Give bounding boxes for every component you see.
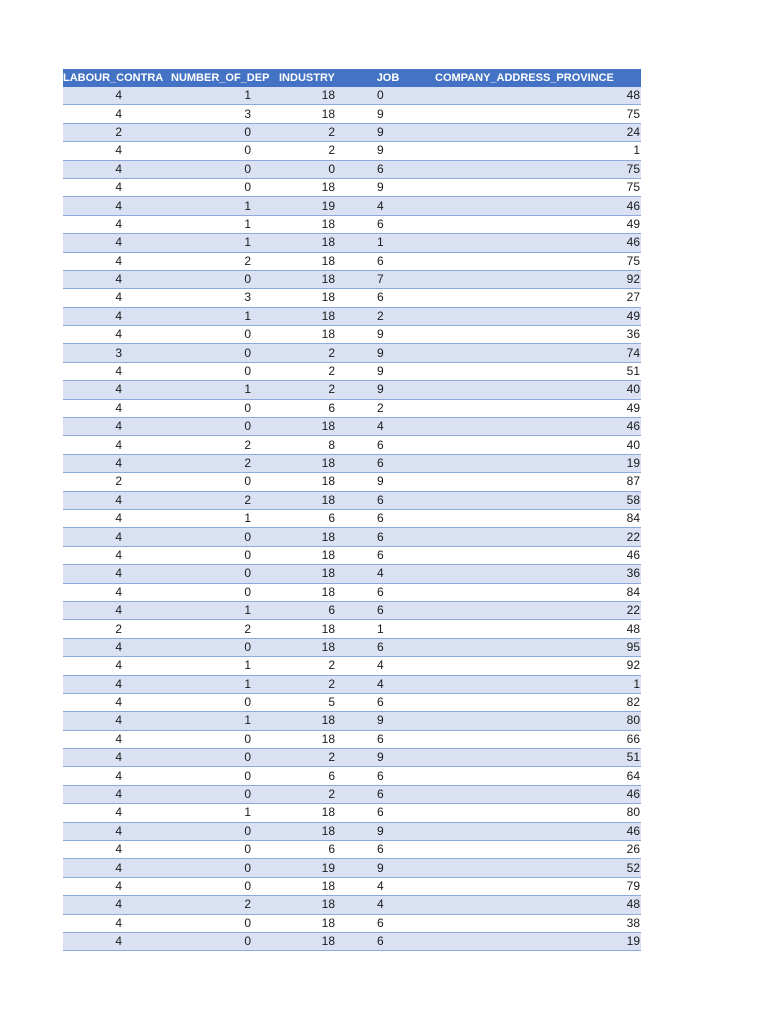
number-of-dependents-cell[interactable]: 0 (171, 418, 279, 436)
company-address-province-cell[interactable]: 66 (413, 730, 641, 748)
job-cell[interactable]: 9 (363, 822, 413, 840)
table-row (63, 270, 641, 288)
company-address-province-cell[interactable]: 1 (413, 675, 641, 693)
job-cell[interactable]: 6 (363, 160, 413, 178)
industry-cell[interactable]: 18 (279, 215, 363, 233)
column-header-company-address-province[interactable]: COMPANY_ADDRESS_PROVINCE (413, 69, 641, 87)
industry-cell[interactable]: 18 (279, 877, 363, 895)
company-address-province-cell[interactable]: 52 (413, 859, 641, 877)
company-address-province-cell[interactable]: 46 (413, 197, 641, 215)
company-address-province-cell[interactable]: 84 (413, 583, 641, 601)
data-table (63, 69, 641, 951)
company-address-province-cell[interactable]: 87 (413, 473, 641, 491)
table-row (63, 785, 641, 803)
labour-contract-cell[interactable]: 4 (63, 436, 171, 454)
industry-cell[interactable]: 18 (279, 252, 363, 270)
table-row (63, 105, 641, 123)
company-address-province-cell[interactable]: 51 (413, 749, 641, 767)
industry-cell[interactable]: 18 (279, 730, 363, 748)
labour-contract-cell[interactable]: 4 (63, 381, 171, 399)
job-cell[interactable]: 6 (363, 289, 413, 307)
column-header-labour-contract[interactable]: LABOUR_CONTRA (63, 69, 171, 87)
job-cell[interactable]: 4 (363, 418, 413, 436)
table-row (63, 160, 641, 178)
labour-contract-cell[interactable]: 4 (63, 178, 171, 196)
job-cell[interactable]: 9 (363, 381, 413, 399)
table-row (63, 252, 641, 270)
number-of-dependents-cell[interactable]: 1 (171, 197, 279, 215)
labour-contract-cell[interactable]: 4 (63, 877, 171, 895)
table-row (63, 877, 641, 895)
labour-contract-cell[interactable]: 4 (63, 87, 171, 105)
table-row (63, 565, 641, 583)
labour-contract-cell[interactable]: 4 (63, 712, 171, 730)
table-row (63, 142, 641, 160)
number-of-dependents-cell[interactable]: 0 (171, 914, 279, 932)
job-cell[interactable]: 6 (363, 436, 413, 454)
number-of-dependents-cell[interactable]: 0 (171, 785, 279, 803)
table-row (63, 436, 641, 454)
industry-cell[interactable]: 18 (279, 620, 363, 638)
table-body (63, 87, 641, 951)
labour-contract-cell[interactable]: 4 (63, 583, 171, 601)
table-row (63, 657, 641, 675)
company-address-province-cell[interactable]: 79 (413, 877, 641, 895)
labour-contract-cell[interactable]: 4 (63, 785, 171, 803)
number-of-dependents-cell[interactable]: 1 (171, 675, 279, 693)
number-of-dependents-cell[interactable]: 3 (171, 105, 279, 123)
company-address-province-cell[interactable]: 92 (413, 270, 641, 288)
job-cell[interactable]: 6 (363, 804, 413, 822)
table-row (63, 528, 641, 546)
number-of-dependents-cell[interactable]: 0 (171, 326, 279, 344)
job-cell[interactable]: 2 (363, 399, 413, 417)
labour-contract-cell[interactable]: 4 (63, 914, 171, 932)
labour-contract-cell[interactable]: 4 (63, 565, 171, 583)
job-cell[interactable]: 9 (363, 326, 413, 344)
company-address-province-cell[interactable]: 48 (413, 87, 641, 105)
number-of-dependents-cell[interactable]: 1 (171, 601, 279, 619)
labour-contract-cell[interactable]: 4 (63, 289, 171, 307)
industry-cell[interactable]: 2 (279, 749, 363, 767)
number-of-dependents-cell[interactable]: 0 (171, 123, 279, 141)
job-cell[interactable]: 6 (363, 454, 413, 472)
company-address-province-cell[interactable]: 46 (413, 822, 641, 840)
number-of-dependents-cell[interactable]: 0 (171, 583, 279, 601)
industry-cell[interactable]: 2 (279, 675, 363, 693)
industry-cell[interactable]: 18 (279, 638, 363, 656)
company-address-province-cell[interactable]: 49 (413, 215, 641, 233)
industry-cell[interactable]: 2 (279, 142, 363, 160)
table-row (63, 87, 641, 105)
job-cell[interactable]: 6 (363, 638, 413, 656)
industry-cell[interactable]: 19 (279, 197, 363, 215)
industry-cell[interactable]: 6 (279, 601, 363, 619)
labour-contract-cell[interactable]: 2 (63, 123, 171, 141)
industry-cell[interactable]: 18 (279, 491, 363, 509)
header-row (63, 69, 641, 87)
job-cell[interactable]: 4 (363, 877, 413, 895)
number-of-dependents-cell[interactable]: 2 (171, 454, 279, 472)
job-cell[interactable]: 4 (363, 657, 413, 675)
job-cell[interactable]: 9 (363, 344, 413, 362)
table-row (63, 362, 641, 380)
industry-cell[interactable]: 18 (279, 546, 363, 564)
labour-contract-cell[interactable]: 4 (63, 693, 171, 711)
company-address-province-cell[interactable]: 82 (413, 693, 641, 711)
table-row (63, 767, 641, 785)
company-address-province-cell[interactable]: 46 (413, 234, 641, 252)
industry-cell[interactable]: 18 (279, 289, 363, 307)
labour-contract-cell[interactable]: 4 (63, 822, 171, 840)
company-address-province-cell[interactable]: 49 (413, 307, 641, 325)
industry-cell[interactable]: 2 (279, 344, 363, 362)
number-of-dependents-cell[interactable]: 2 (171, 436, 279, 454)
job-cell[interactable]: 6 (363, 914, 413, 932)
labour-contract-cell[interactable]: 4 (63, 528, 171, 546)
job-cell[interactable]: 6 (363, 215, 413, 233)
number-of-dependents-cell[interactable]: 0 (171, 546, 279, 564)
table-row (63, 914, 641, 932)
job-cell[interactable]: 6 (363, 509, 413, 527)
table-row (63, 583, 641, 601)
table-row (63, 123, 641, 141)
table-row (63, 418, 641, 436)
company-address-province-cell[interactable]: 75 (413, 105, 641, 123)
labour-contract-cell[interactable]: 2 (63, 620, 171, 638)
number-of-dependents-cell[interactable]: 2 (171, 620, 279, 638)
table-row (63, 896, 641, 914)
labour-contract-cell[interactable]: 4 (63, 362, 171, 380)
company-address-province-cell[interactable]: 46 (413, 418, 641, 436)
number-of-dependents-cell[interactable]: 0 (171, 160, 279, 178)
table-row (63, 473, 641, 491)
number-of-dependents-cell[interactable]: 0 (171, 362, 279, 380)
industry-cell[interactable]: 18 (279, 804, 363, 822)
number-of-dependents-cell[interactable]: 0 (171, 749, 279, 767)
company-address-province-cell[interactable]: 75 (413, 160, 641, 178)
labour-contract-cell[interactable]: 4 (63, 675, 171, 693)
industry-cell[interactable]: 18 (279, 822, 363, 840)
company-address-province-cell[interactable]: 58 (413, 491, 641, 509)
number-of-dependents-cell[interactable]: 1 (171, 87, 279, 105)
labour-contract-cell[interactable]: 4 (63, 657, 171, 675)
industry-cell[interactable]: 18 (279, 270, 363, 288)
job-cell[interactable]: 9 (363, 473, 413, 491)
industry-cell[interactable]: 8 (279, 436, 363, 454)
company-address-province-cell[interactable]: 48 (413, 896, 641, 914)
company-address-province-cell[interactable]: 75 (413, 178, 641, 196)
labour-contract-cell[interactable]: 3 (63, 344, 171, 362)
number-of-dependents-cell[interactable]: 0 (171, 730, 279, 748)
number-of-dependents-cell[interactable]: 1 (171, 804, 279, 822)
number-of-dependents-cell[interactable]: 0 (171, 399, 279, 417)
job-cell[interactable]: 6 (363, 491, 413, 509)
company-address-province-cell[interactable]: 80 (413, 804, 641, 822)
industry-cell[interactable]: 18 (279, 565, 363, 583)
labour-contract-cell[interactable]: 4 (63, 197, 171, 215)
company-address-province-cell[interactable]: 46 (413, 785, 641, 803)
labour-contract-cell[interactable]: 4 (63, 601, 171, 619)
job-cell[interactable]: 1 (363, 620, 413, 638)
company-address-province-cell[interactable]: 46 (413, 546, 641, 564)
company-address-province-cell[interactable]: 48 (413, 620, 641, 638)
number-of-dependents-cell[interactable]: 0 (171, 822, 279, 840)
industry-cell[interactable]: 18 (279, 712, 363, 730)
labour-contract-cell[interactable]: 4 (63, 896, 171, 914)
company-address-province-cell[interactable]: 22 (413, 528, 641, 546)
company-address-province-cell[interactable]: 84 (413, 509, 641, 527)
industry-cell[interactable]: 18 (279, 234, 363, 252)
industry-cell[interactable]: 6 (279, 841, 363, 859)
job-cell[interactable]: 6 (363, 785, 413, 803)
table-row (63, 491, 641, 509)
column-header-industry[interactable]: INDUSTRY (279, 69, 363, 87)
number-of-dependents-cell[interactable]: 1 (171, 234, 279, 252)
job-cell[interactable]: 6 (363, 693, 413, 711)
company-address-province-cell[interactable]: 1 (413, 142, 641, 160)
job-cell[interactable]: 2 (363, 307, 413, 325)
labour-contract-cell[interactable]: 4 (63, 491, 171, 509)
labour-contract-cell[interactable]: 4 (63, 270, 171, 288)
company-address-province-cell[interactable]: 40 (413, 436, 641, 454)
table-row (63, 454, 641, 472)
table-row (63, 620, 641, 638)
labour-contract-cell[interactable]: 4 (63, 215, 171, 233)
table-row (63, 859, 641, 877)
table-row (63, 804, 641, 822)
industry-cell[interactable]: 18 (279, 105, 363, 123)
labour-contract-cell[interactable]: 4 (63, 638, 171, 656)
table-row (63, 215, 641, 233)
job-cell[interactable]: 4 (363, 565, 413, 583)
job-cell[interactable]: 4 (363, 197, 413, 215)
industry-cell[interactable]: 18 (279, 914, 363, 932)
number-of-dependents-cell[interactable]: 1 (171, 509, 279, 527)
table-row (63, 693, 641, 711)
job-cell[interactable]: 6 (363, 546, 413, 564)
table-row (63, 638, 641, 656)
table-row (63, 197, 641, 215)
number-of-dependents-cell[interactable]: 2 (171, 491, 279, 509)
job-cell[interactable]: 0 (363, 87, 413, 105)
labour-contract-cell[interactable]: 4 (63, 252, 171, 270)
table-row (63, 730, 641, 748)
industry-cell[interactable]: 18 (279, 178, 363, 196)
industry-cell[interactable]: 2 (279, 362, 363, 380)
labour-contract-cell[interactable]: 4 (63, 234, 171, 252)
job-cell[interactable]: 9 (363, 362, 413, 380)
industry-cell[interactable]: 2 (279, 123, 363, 141)
number-of-dependents-cell[interactable]: 0 (171, 270, 279, 288)
number-of-dependents-cell[interactable]: 0 (171, 565, 279, 583)
labour-contract-cell[interactable]: 4 (63, 546, 171, 564)
industry-cell[interactable]: 6 (279, 399, 363, 417)
job-cell[interactable]: 4 (363, 675, 413, 693)
job-cell[interactable]: 9 (363, 712, 413, 730)
number-of-dependents-cell[interactable]: 0 (171, 344, 279, 362)
column-header-number-of-dependents[interactable]: NUMBER_OF_DEP (171, 69, 279, 87)
number-of-dependents-cell[interactable]: 1 (171, 657, 279, 675)
company-address-province-cell[interactable]: 92 (413, 657, 641, 675)
job-cell[interactable]: 1 (363, 234, 413, 252)
number-of-dependents-cell[interactable]: 3 (171, 289, 279, 307)
company-address-province-cell[interactable]: 26 (413, 841, 641, 859)
industry-cell[interactable]: 18 (279, 528, 363, 546)
job-cell[interactable]: 9 (363, 749, 413, 767)
industry-cell[interactable]: 5 (279, 693, 363, 711)
labour-contract-cell[interactable]: 4 (63, 749, 171, 767)
job-cell[interactable]: 6 (363, 730, 413, 748)
company-address-province-cell[interactable]: 80 (413, 712, 641, 730)
table-row (63, 712, 641, 730)
table-row (63, 234, 641, 252)
labour-contract-cell[interactable]: 4 (63, 160, 171, 178)
industry-cell[interactable]: 2 (279, 785, 363, 803)
column-header-job[interactable]: JOB (363, 69, 413, 87)
industry-cell[interactable]: 19 (279, 859, 363, 877)
labour-contract-cell[interactable]: 4 (63, 105, 171, 123)
table-row (63, 307, 641, 325)
number-of-dependents-cell[interactable]: 0 (171, 767, 279, 785)
job-cell[interactable]: 9 (363, 142, 413, 160)
number-of-dependents-cell[interactable]: 0 (171, 841, 279, 859)
number-of-dependents-cell[interactable]: 1 (171, 381, 279, 399)
industry-cell[interactable]: 18 (279, 454, 363, 472)
job-cell[interactable]: 6 (363, 932, 413, 950)
industry-cell[interactable]: 0 (279, 160, 363, 178)
industry-cell[interactable]: 18 (279, 307, 363, 325)
number-of-dependents-cell[interactable]: 1 (171, 712, 279, 730)
number-of-dependents-cell[interactable]: 1 (171, 307, 279, 325)
labour-contract-cell[interactable]: 4 (63, 142, 171, 160)
job-cell[interactable]: 6 (363, 583, 413, 601)
labour-contract-cell[interactable]: 4 (63, 418, 171, 436)
number-of-dependents-cell[interactable]: 2 (171, 252, 279, 270)
number-of-dependents-cell[interactable]: 0 (171, 932, 279, 950)
company-address-province-cell[interactable]: 38 (413, 914, 641, 932)
industry-cell[interactable]: 18 (279, 473, 363, 491)
job-cell[interactable]: 7 (363, 270, 413, 288)
table-row (63, 289, 641, 307)
job-cell[interactable]: 9 (363, 178, 413, 196)
labour-contract-cell[interactable]: 2 (63, 473, 171, 491)
table-row (63, 749, 641, 767)
number-of-dependents-cell[interactable]: 0 (171, 473, 279, 491)
table-row (63, 546, 641, 564)
company-address-province-cell[interactable]: 49 (413, 399, 641, 417)
industry-cell[interactable]: 18 (279, 896, 363, 914)
company-address-province-cell[interactable]: 27 (413, 289, 641, 307)
job-cell[interactable]: 6 (363, 252, 413, 270)
labour-contract-cell[interactable]: 4 (63, 859, 171, 877)
number-of-dependents-cell[interactable]: 0 (171, 142, 279, 160)
table-row (63, 509, 641, 527)
job-cell[interactable]: 6 (363, 841, 413, 859)
company-address-province-cell[interactable]: 24 (413, 123, 641, 141)
industry-cell[interactable]: 18 (279, 583, 363, 601)
table-row (63, 601, 641, 619)
labour-contract-cell[interactable]: 4 (63, 454, 171, 472)
number-of-dependents-cell[interactable]: 0 (171, 877, 279, 895)
table-row (63, 178, 641, 196)
industry-cell[interactable]: 18 (279, 326, 363, 344)
company-address-province-cell[interactable]: 51 (413, 362, 641, 380)
labour-contract-cell[interactable]: 4 (63, 730, 171, 748)
table-row (63, 841, 641, 859)
number-of-dependents-cell[interactable]: 2 (171, 896, 279, 914)
job-cell[interactable]: 6 (363, 528, 413, 546)
table-row (63, 675, 641, 693)
job-cell[interactable]: 9 (363, 105, 413, 123)
company-address-province-cell[interactable]: 36 (413, 326, 641, 344)
company-address-province-cell[interactable]: 36 (413, 565, 641, 583)
table-row (63, 381, 641, 399)
number-of-dependents-cell[interactable]: 0 (171, 528, 279, 546)
number-of-dependents-cell[interactable]: 1 (171, 215, 279, 233)
industry-cell[interactable]: 18 (279, 87, 363, 105)
industry-cell[interactable]: 6 (279, 767, 363, 785)
table-row (63, 932, 641, 950)
number-of-dependents-cell[interactable]: 0 (171, 638, 279, 656)
company-address-province-cell[interactable]: 19 (413, 454, 641, 472)
labour-contract-cell[interactable]: 4 (63, 326, 171, 344)
labour-contract-cell[interactable]: 4 (63, 841, 171, 859)
labour-contract-cell[interactable]: 4 (63, 932, 171, 950)
job-cell[interactable]: 6 (363, 601, 413, 619)
industry-cell[interactable]: 18 (279, 932, 363, 950)
table-row (63, 822, 641, 840)
job-cell[interactable]: 4 (363, 896, 413, 914)
number-of-dependents-cell[interactable]: 0 (171, 859, 279, 877)
company-address-province-cell[interactable]: 95 (413, 638, 641, 656)
labour-contract-cell[interactable]: 4 (63, 767, 171, 785)
number-of-dependents-cell[interactable]: 0 (171, 693, 279, 711)
industry-cell[interactable]: 2 (279, 381, 363, 399)
company-address-province-cell[interactable]: 74 (413, 344, 641, 362)
company-address-province-cell[interactable]: 64 (413, 767, 641, 785)
table-row (63, 326, 641, 344)
labour-contract-cell[interactable]: 4 (63, 307, 171, 325)
company-address-province-cell[interactable]: 75 (413, 252, 641, 270)
company-address-province-cell[interactable]: 19 (413, 932, 641, 950)
table-row (63, 344, 641, 362)
job-cell[interactable]: 9 (363, 123, 413, 141)
labour-contract-cell[interactable]: 4 (63, 399, 171, 417)
labour-contract-cell[interactable]: 4 (63, 509, 171, 527)
industry-cell[interactable]: 2 (279, 657, 363, 675)
company-address-province-cell[interactable]: 22 (413, 601, 641, 619)
table-row (63, 399, 641, 417)
job-cell[interactable]: 9 (363, 859, 413, 877)
labour-contract-cell[interactable]: 4 (63, 804, 171, 822)
number-of-dependents-cell[interactable]: 0 (171, 178, 279, 196)
job-cell[interactable]: 6 (363, 767, 413, 785)
industry-cell[interactable]: 6 (279, 509, 363, 527)
company-address-province-cell[interactable]: 40 (413, 381, 641, 399)
industry-cell[interactable]: 18 (279, 418, 363, 436)
